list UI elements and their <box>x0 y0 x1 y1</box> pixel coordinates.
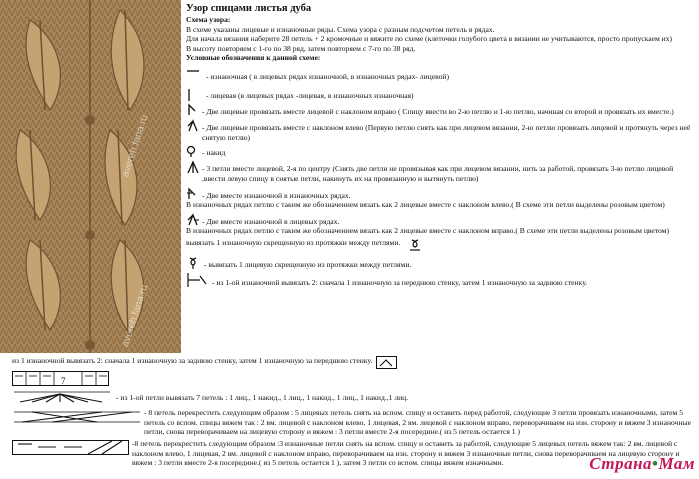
site-logo: Страна•Мам <box>589 454 695 473</box>
yarn-over-icon <box>186 144 200 158</box>
cross-8-right-icon <box>12 439 130 460</box>
vertical-bar-icon <box>186 88 200 102</box>
page-title: Узор спицами листья дуба <box>186 3 312 14</box>
k3tog-center-icon <box>186 160 200 174</box>
p2tog-left-icon <box>186 212 200 226</box>
p2tog-right-icon <box>186 186 200 200</box>
scheme-heading: Схема узора: <box>186 15 231 24</box>
bottom-legend <box>12 356 694 468</box>
legend-item: - Две вместе изнаночной в изнаночных рядах. <box>186 186 694 201</box>
legend-item: - накид <box>186 144 694 158</box>
legend-item: - Две лицевые провязать вместе с наклоном влево (Первую петлю снять как при лицевом вязании, 2-ю петлю провязать лицевой и протянуть через неё снятую петлю) <box>186 118 694 142</box>
twisted-purl-icon <box>408 238 422 252</box>
watermark: avereh.fana.ru <box>120 283 151 349</box>
legend-item: - 8 петель перекрестить следующим образом : 5 лицевых петель снять на вспом. спицу и оставить перед работой, следующие 3 петли провязать изнаночными, затем 5 петель со вспом. спицы вяжем так : 2 вм. лицевой с наклоном влево, 1 лицевая, 2 вм. лицевой с наклоном вправо, переворачиваем на изн. сторону и вяжем 3 изнаночные петли, снова переворачиваем на лицевую сторону и вяжем : 3 петли вместе 2-я посередине.( из 5 петель остается 1 ) <box>12 408 694 437</box>
legend-item: - из 1-ой изнаночной вывязать 2: сначала 1 изнаночную за переднюю стенку, затем 1 изнаночную за заднюю стенку. <box>186 272 694 288</box>
watermark: avereh.fana.ru <box>120 113 151 179</box>
twisted-knit-icon <box>186 256 200 270</box>
cross-8-left-icon <box>12 408 142 429</box>
legend-item: - из 1-ой петли вывязать 7 петель : 1 лиц., 1 накид., 1 лиц., 1 накид., 1 лиц., 1 накид.,1 лиц. <box>12 390 694 407</box>
legend-item: из 1 изнаночной вывязать 2: сначала 1 изнаночную за заднюю стенку, затем 1 изнаночную за переднюю стенку. <box>12 356 694 370</box>
pattern-description <box>186 2 694 288</box>
legend-item: -8 петель перекрестить следующим образом :3 изнаночные петли снять на вспом. спицу и оставить за работой, следующие 5 лицевых петель вяжем так: 2 вм. лицевой с наклоном влево, 1 лицевая, 2 вм. лицевой с наклоном вправо, переворачиваем на изн. сторону и вяжем 3 изнаночные петли, снова переворачиваем на лицевую сторону и вяжем : 3 петли вместе 2-я посередине.( из 5 петель остается 1 ), затем 3 петли со вспом. спицы вяжем изначными. <box>12 439 694 468</box>
legend-item: - вывязать 1 лицевую скрещенную из протяжки между петлями. <box>186 256 694 270</box>
legend-item-note: В изнаночных рядах петлю с таким же обозначением вязать как 2 лицевые вместе с наклоном вправо.( В схеме эти петли выделены розовым цветом) <box>186 226 670 236</box>
intro-line: Для начала вязания наберите 28 петель + 2 кромочные и вяжите по схеме (клеточки голубого цвета в вязании не учитываются, просто пропускаем их) <box>186 34 673 44</box>
legend-item-note: В изнаночных рядах петлю с таким же обозначением вязать как 2 лицевые вместе с наклоном влево.( В схеме эти петли выделены розовым цветом) <box>186 200 665 210</box>
knitting-photo <box>0 0 181 353</box>
legend-item: - лицевая (в лицевых рядах -лицевая, в изнаночных изнаночная) <box>186 88 694 102</box>
legend-item: - 3 петли вместе лицевой, 2-я по центру (Снять две петли не провязывая как при лицевом вязании, нить за работой, провязать 3-ю петлю лицевой ,ввести левую спицу в снятые петли, накинуть их на провязанную и вытянуть петлю) <box>186 160 694 183</box>
legend-item <box>12 371 694 390</box>
inc-purl-icon <box>186 272 208 286</box>
k2tog-left-icon <box>186 118 200 132</box>
intro-line: В высоту повторяем с 1-го по 38 ряд, затем повторяем с 7-го по 38 ряд. <box>186 43 416 53</box>
knit-texture <box>0 0 181 353</box>
legend-item: - Две вместе изнаночной в лицевых рядах. <box>186 212 694 227</box>
legend-item: вывязать 1 изнаночную скрещенную из протяжки между петлями. <box>186 238 694 252</box>
intro-line: В схеме указаны лицевые и изнаночные ряды. Схема узора с разным подсчетом петель в рядах. <box>186 24 495 34</box>
seven-from-one-icon <box>12 390 112 407</box>
legend-item: - Две лицевые провязать вместе лицевой с наклоном вправо ( Спицу ввести во 2-ю петлю и 1-ю петлю, начиная со второй и провязать их вместе.) <box>186 102 694 117</box>
k2tog-right-icon <box>186 102 200 116</box>
dash-icon <box>186 67 200 81</box>
legend-heading: Условные обозначения к данной схеме: <box>186 53 321 63</box>
legend-item: - изнаночная ( в лицевых рядах изнаночной, в изнаночных рядах- лицевой) <box>186 67 694 82</box>
inc-purl-reverse-icon <box>376 356 398 370</box>
cell-number: 7 <box>61 376 66 386</box>
